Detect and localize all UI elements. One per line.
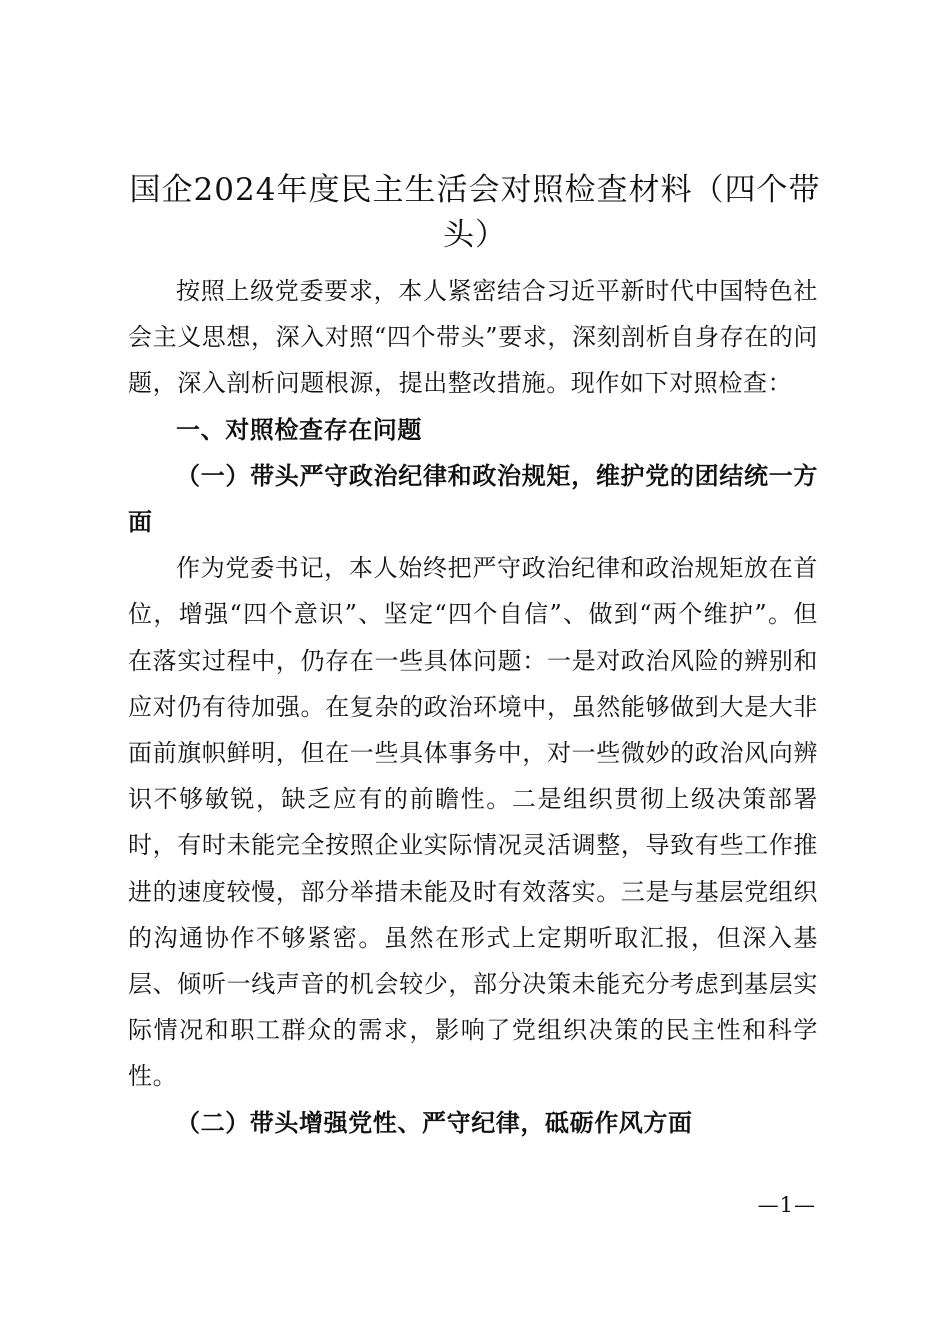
subsection-heading: （一）带头严守政治纪律和政治规矩，维护党的团结统一方面 (128, 460, 818, 537)
intro-paragraph: 按照上级党委要求，本人紧密结合习近平新时代中国特色社会主义思想，深入对照“四个带头”要求，深刻剖析自身存在的问题，深入剖析问题根源，提出整改措施。现作如下对照检查： (128, 277, 818, 398)
document-title: 国企2024年度民主生活会对照检查材料（四个带头） (129, 172, 821, 253)
section-heading: 一、对照检查存在问题 (176, 415, 422, 444)
body-paragraph: 作为党委书记，本人始终把严守政治纪律和政治规矩放在首位，增强“四个意识”、坚定“四个自信”、做到“两个维护”。但在落实过程中，仍存在一些具体问题：一是对政治风险的辨别和应对仍有待加强。在复杂的政治环境中，虽然能够做到大是大非面前旗帜鲜明，但在一些具体事务中，对一些微妙的政治风向辨识不够敏锐，缺乏应有的前瞻性。二是组织贯彻上级决策部署时，有时未能完全按照企业实际情况灵活调整，导致有些工作推进的速度较慢，部分举措未能及时有效落实。三是与基层党组织的沟通协作不够紧密。虽然在形式上定期听取汇报，但深入基层、倾听一线声音的机会较少，部分决策未能充分考虑到基层实际情况和职工群众的需求，影响了党组织决策的民主性和科学性。 (128, 554, 818, 1091)
document-body (128, 268, 818, 1146)
subsection-heading: （二）带头增强党性、严守纪律，砥砺作风方面 (176, 1107, 693, 1137)
page-number: —1— (757, 1193, 816, 1217)
